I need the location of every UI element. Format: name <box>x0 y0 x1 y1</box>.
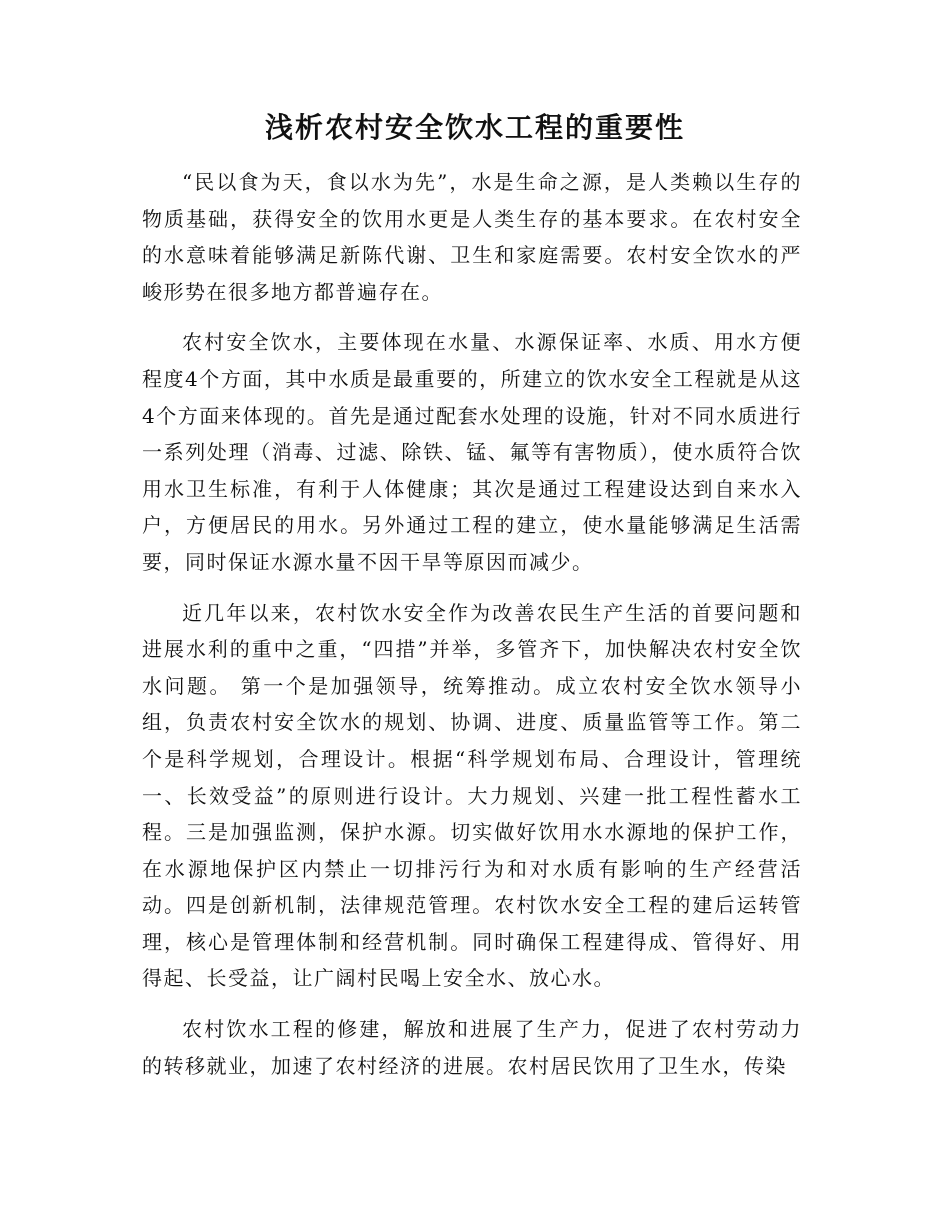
paragraph-3: 近几年以来，农村饮水安全作为改善农民生产生活的首要问题和进展水利的重中之重，“四措”并举，多管齐下，加快解决农村安全饮水问题。 第一个是加强领导，统筹推动。成立农村安全饮水领导小组，负责农村安全饮水的规划、协调、进度、质量监管等工作。第二个是科学规划，合理设计。根据“科学规划布局、合理设计，管理统一、长效受益”的原则进行设计。大力规划、兴建一批工程性蓄水工程。三是加强监测，保护水源。切实做好饮用水水源地的保护工作，在水源地保护区内禁止一切排污行为和对水质有影响的生产经营活动。四是创新机制，法律规范管理。农村饮水安全工程的建后运转管理，核心是管理体制和经营机制。同时确保工程建得成、管得好、用得起、长受益，让广阔村民喝上安全水、放心水。 <box>142 600 802 991</box>
document-title: 浅析农村安全饮水工程的重要性 <box>264 111 685 144</box>
paragraph-4: 农村饮水工程的修建，解放和进展了生产力，促进了农村劳动力的转移就业，加速了农村经济的进展。农村居民饮用了卫生水，传染 <box>142 1017 802 1078</box>
paragraph-1: “民以食为天，食以水为先”，水是生命之源，是人类赖以生存的物质基础，获得安全的饮用水更是人类生存的基本要求。在农村安全的水意味着能够满足新陈代谢、卫生和家庭需要。农村安全饮水的严峻形势在很多地方都普遍存在。 <box>142 170 802 304</box>
document-body <box>142 164 802 1084</box>
paragraph-2: 农村安全饮水，主要体现在水量、水源保证率、水质、用水方便程度4个方面，其中水质是最重要的，所建立的饮水安全工程就是从这4个方面来体现的。首先是通过配套水处理的设施，针对不同水质进行一系列处理（消毒、过滤、除铁、锰、氟等有害物质），使水质符合饮用水卫生标准，有利于人体健康；其次是通过工程建设达到自来水入户，方便居民的用水。另外通过工程的建立，使水量能够满足生活需要，同时保证水源水量不因干旱等原因而减少。 <box>142 330 802 574</box>
